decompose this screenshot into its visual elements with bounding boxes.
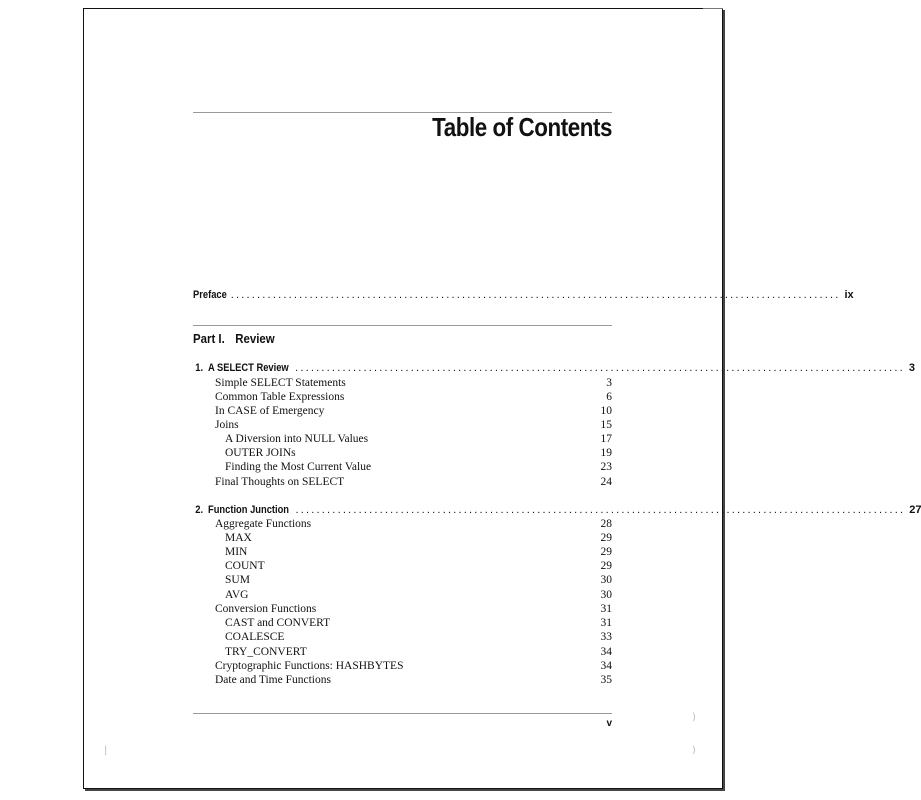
entry-page: 33: [600, 631, 612, 643]
entry-page: 10: [600, 405, 612, 417]
entry-label: CAST and CONVERT: [225, 617, 331, 629]
toc-entry: [193, 376, 612, 390]
entry-label: AVG: [225, 589, 249, 601]
toc-entry: [193, 404, 612, 418]
entry-label: A Diversion into NULL Values: [225, 433, 369, 445]
entry-label: SUM: [225, 574, 250, 586]
entry-label: Conversion Functions: [215, 603, 317, 615]
crop-mark: ): [692, 712, 696, 723]
toc-entry: [193, 517, 612, 531]
entry-label: OUTER JOINs: [225, 447, 296, 459]
entry-label: MIN: [225, 546, 248, 558]
dot-leader: ....................................................................................................................: [295, 504, 906, 516]
dot-leader: ....................................................................................................................: [295, 362, 905, 374]
entry-page: 29: [600, 532, 612, 544]
entry-page: 30: [600, 574, 612, 586]
entry-label: In CASE of Emergency: [215, 405, 325, 417]
entry-page: 34: [600, 660, 612, 672]
entry-label: MAX: [225, 532, 252, 544]
footer-rule: [193, 713, 612, 714]
chapter-1: [193, 362, 915, 376]
entry-page: 19: [600, 447, 612, 459]
chapter-number: 1.: [195, 362, 204, 374]
entry-label: TRY_CONVERT: [225, 646, 307, 658]
entry-page: 15: [600, 419, 612, 431]
toc-entry: [193, 475, 612, 489]
entry-page: 34: [600, 646, 612, 658]
chapter-page: 27: [909, 504, 921, 516]
chapter-number: 2.: [195, 504, 204, 516]
entry-page: 31: [600, 603, 612, 615]
entry-page: 24: [600, 476, 612, 488]
toc-entry: [193, 559, 612, 573]
entry-page: 35: [600, 674, 612, 686]
toc-entry: [193, 545, 612, 559]
toc-entry: [193, 659, 612, 673]
entry-page: 3: [606, 377, 612, 389]
page-edge: [703, 8, 723, 13]
toc-preface: [193, 289, 854, 303]
crop-mark: ): [692, 745, 696, 756]
entry-page: 29: [600, 546, 612, 558]
preface-label: Preface: [193, 289, 227, 301]
entry-page: 23: [600, 461, 612, 473]
entry-label: Cryptographic Functions: HASHBYTES: [215, 660, 404, 672]
part-heading: [193, 331, 562, 346]
toc-entry: [193, 602, 612, 616]
entry-label: COALESCE: [225, 631, 285, 643]
entry-label: Date and Time Functions: [215, 674, 331, 686]
entry-page: 28: [600, 518, 612, 530]
toc-entry: [193, 418, 612, 432]
toc-entry: [193, 446, 612, 460]
toc-entry: [193, 616, 612, 630]
toc-entry: [193, 673, 612, 687]
part-number: Part I.: [193, 331, 225, 346]
chapter-2: [193, 504, 921, 518]
part-title: Review: [235, 331, 275, 346]
entry-label: Aggregate Functions: [215, 518, 312, 530]
entry-page: 30: [600, 589, 612, 601]
entry-page: 31: [600, 617, 612, 629]
toc-entry: [193, 460, 612, 474]
entry-page: 17: [600, 433, 612, 445]
page-folio: v: [606, 718, 612, 729]
entry-label: Final Thoughts on SELECT: [215, 476, 345, 488]
chapter-page: 3: [908, 362, 915, 374]
chapter-title: A SELECT Review: [208, 362, 289, 374]
entry-label: Simple SELECT Statements: [215, 377, 346, 389]
chapter-title: Function Junction: [208, 504, 290, 516]
entry-page: 29: [600, 560, 612, 572]
dot-leader: ....................................................................................................................: [230, 289, 841, 301]
part-rule: [193, 325, 612, 326]
entry-label: Joins: [215, 419, 239, 431]
page-title: Table of Contents: [432, 112, 612, 142]
entry-page: 6: [606, 391, 612, 403]
toc-entry: [193, 573, 612, 587]
toc-entry: [193, 588, 612, 602]
preface-page: ix: [844, 289, 854, 301]
toc-entry: [193, 630, 612, 644]
toc-entry: [193, 531, 612, 545]
toc-entry: [193, 390, 612, 404]
toc-entry: [193, 645, 612, 659]
entry-label: Finding the Most Current Value: [225, 461, 372, 473]
crop-mark: |: [104, 745, 108, 756]
entry-label: Common Table Expressions: [215, 391, 345, 403]
toc-entry: [193, 432, 612, 446]
entry-label: COUNT: [225, 560, 265, 572]
